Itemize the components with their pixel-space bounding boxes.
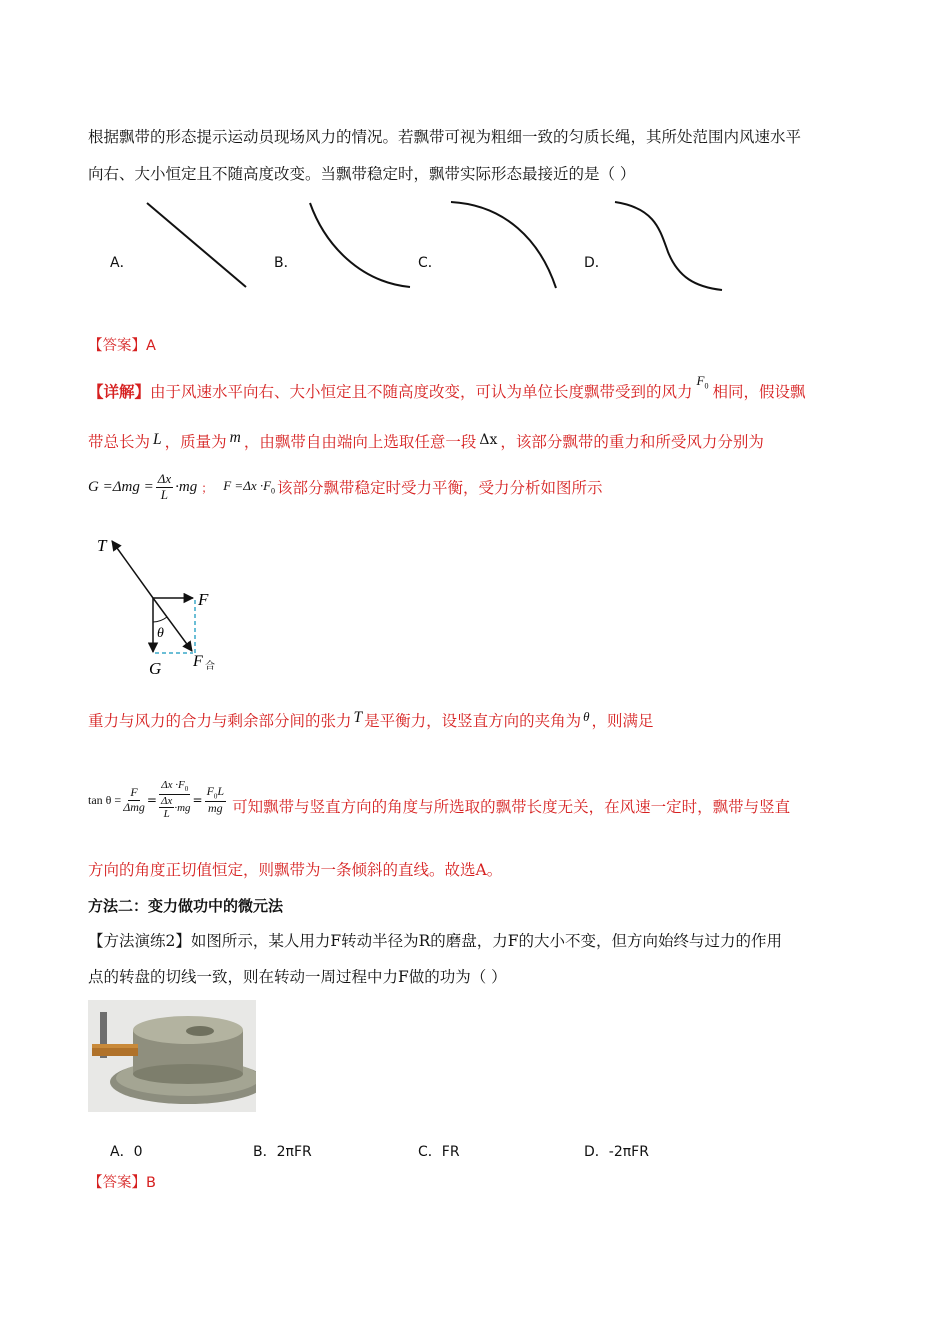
millstone-illustration — [88, 1000, 256, 1112]
method2-option-d: D．-2πFR — [584, 1144, 649, 1160]
detail-line5-b: 可知飘带与竖直方向的角度与所选取的飘带长度无关，在风速一定时，飘带与竖直 — [232, 798, 791, 816]
option-a-line — [147, 203, 246, 287]
equation-row — [88, 465, 603, 509]
answer-2: 【答案】B — [88, 1175, 156, 1191]
millstone-photo — [88, 1000, 256, 1112]
label-F: F — [198, 590, 209, 609]
angle-arc — [153, 617, 167, 622]
method2-line2: 点的转盘的切线一致，则在转动一周过程中力F做的功为（ ） — [88, 968, 507, 986]
method2-line1: 【方法演练2】如图所示，某人用力F转动半径为R的磨盘，力F的大小不变，但方向始终与过力的作用 — [88, 932, 783, 950]
option-a-label: A． — [110, 255, 134, 271]
eq1-fraction: $\frac{\Delta x}{L}$ — [157, 471, 172, 502]
tan-fraction-3: $\frac{F_0L}{mg}$ — [206, 783, 225, 815]
tension-arrow — [112, 541, 153, 598]
option-d-label: D． — [584, 255, 609, 271]
eq1-left: G =Δmg = — [88, 478, 154, 495]
dx-symbol: Δx — [479, 432, 498, 448]
ribbon-shapes — [0, 0, 950, 300]
label-F-resultant-sub: 合 — [205, 661, 215, 672]
L-symbol: L — [153, 431, 162, 448]
method2-title: 方法二：变力做功中的微元法 — [88, 897, 284, 915]
detail-tag: 【详解】 — [88, 382, 151, 401]
label-T: T — [97, 536, 107, 555]
detail-line4: 重力与风力的合力与剩余部分间的张力 T 是平衡力，设竖直方向的夹角为 $^\theta$ ，则满足 — [88, 709, 654, 730]
T-symbol: T — [353, 709, 363, 726]
method2-option-a: A．0 — [110, 1144, 143, 1160]
tan-label: tan θ = — [88, 792, 122, 807]
option-d-curve — [615, 202, 722, 290]
eq1-right: ·mg — [175, 478, 198, 495]
method2-option-b: B．2πFR — [253, 1144, 312, 1160]
option-c-curve — [451, 202, 556, 288]
option-b-label: B． — [274, 255, 298, 271]
resultant-arrow — [153, 598, 192, 651]
option-c-label: C． — [418, 255, 442, 271]
q1-line2: 向右、大小恒定且不随高度改变。当飘带稳定时，飘带实际形态最接近的是（ ） — [88, 165, 636, 183]
tan-fraction-2: $\Delta x \cdot F_0$ $\frac{\Delta x}{L}$ ·mg — [160, 779, 191, 821]
q1-line1: 根据飘带的形态提示运动员现场风力的情况。若飘带可视为粗细一致的匀质长绳，其所处范围内风速水平 — [88, 128, 802, 146]
force-diagram — [85, 528, 235, 680]
detail-line1-a: 由于风速水平向右、大小恒定且不随高度改变，可认为单位长度飘带受到的风力 — [150, 383, 693, 401]
eq2: $F =\Delta x \cdot F_0$ — [223, 478, 276, 496]
semicolon: ； — [201, 480, 214, 495]
f0-symbol: F0 — [696, 373, 709, 391]
detail-line2: 带总长为 L ，质量为 m ，由飘带自由端向上选取任意一段 Δx ，该部分飘带的重力和所受风力分别为 — [88, 429, 764, 451]
detail-line3-b: 该部分飘带稳定时受力平衡，受力分析如图所示 — [277, 479, 603, 497]
detail-line6: 方向的角度正切值恒定，则飘带为一条倾斜的直线。故选A。 — [88, 861, 503, 879]
label-F-resultant: F — [193, 653, 203, 670]
method2-option-c: C．FR — [418, 1144, 460, 1160]
answer-1: 【答案】A — [88, 338, 156, 354]
label-G: G — [149, 659, 162, 678]
option-b-curve — [310, 203, 410, 287]
m-symbol: m — [229, 429, 241, 446]
tan-fraction-1: $\frac{F}{\text{Δmg}}$ — [123, 785, 145, 814]
label-theta: θ — [157, 626, 164, 641]
tan-equation-row: tan θ = $\frac{F}{\text{Δmg}}$ = $\Delta x \cdot F_0$ $\frac{\Delta x}{L}$ ·mg = $\frac{F_0L}{mg}$ 可知飘带与竖直方向的角度与所选取的飘带长度无关，在风速一定时，飘带与竖直 — [88, 779, 791, 821]
theta-symbol: θ — [583, 709, 590, 724]
detail-line1 — [88, 373, 806, 403]
detail-line1-b: 相同，假设飘 — [712, 383, 806, 401]
